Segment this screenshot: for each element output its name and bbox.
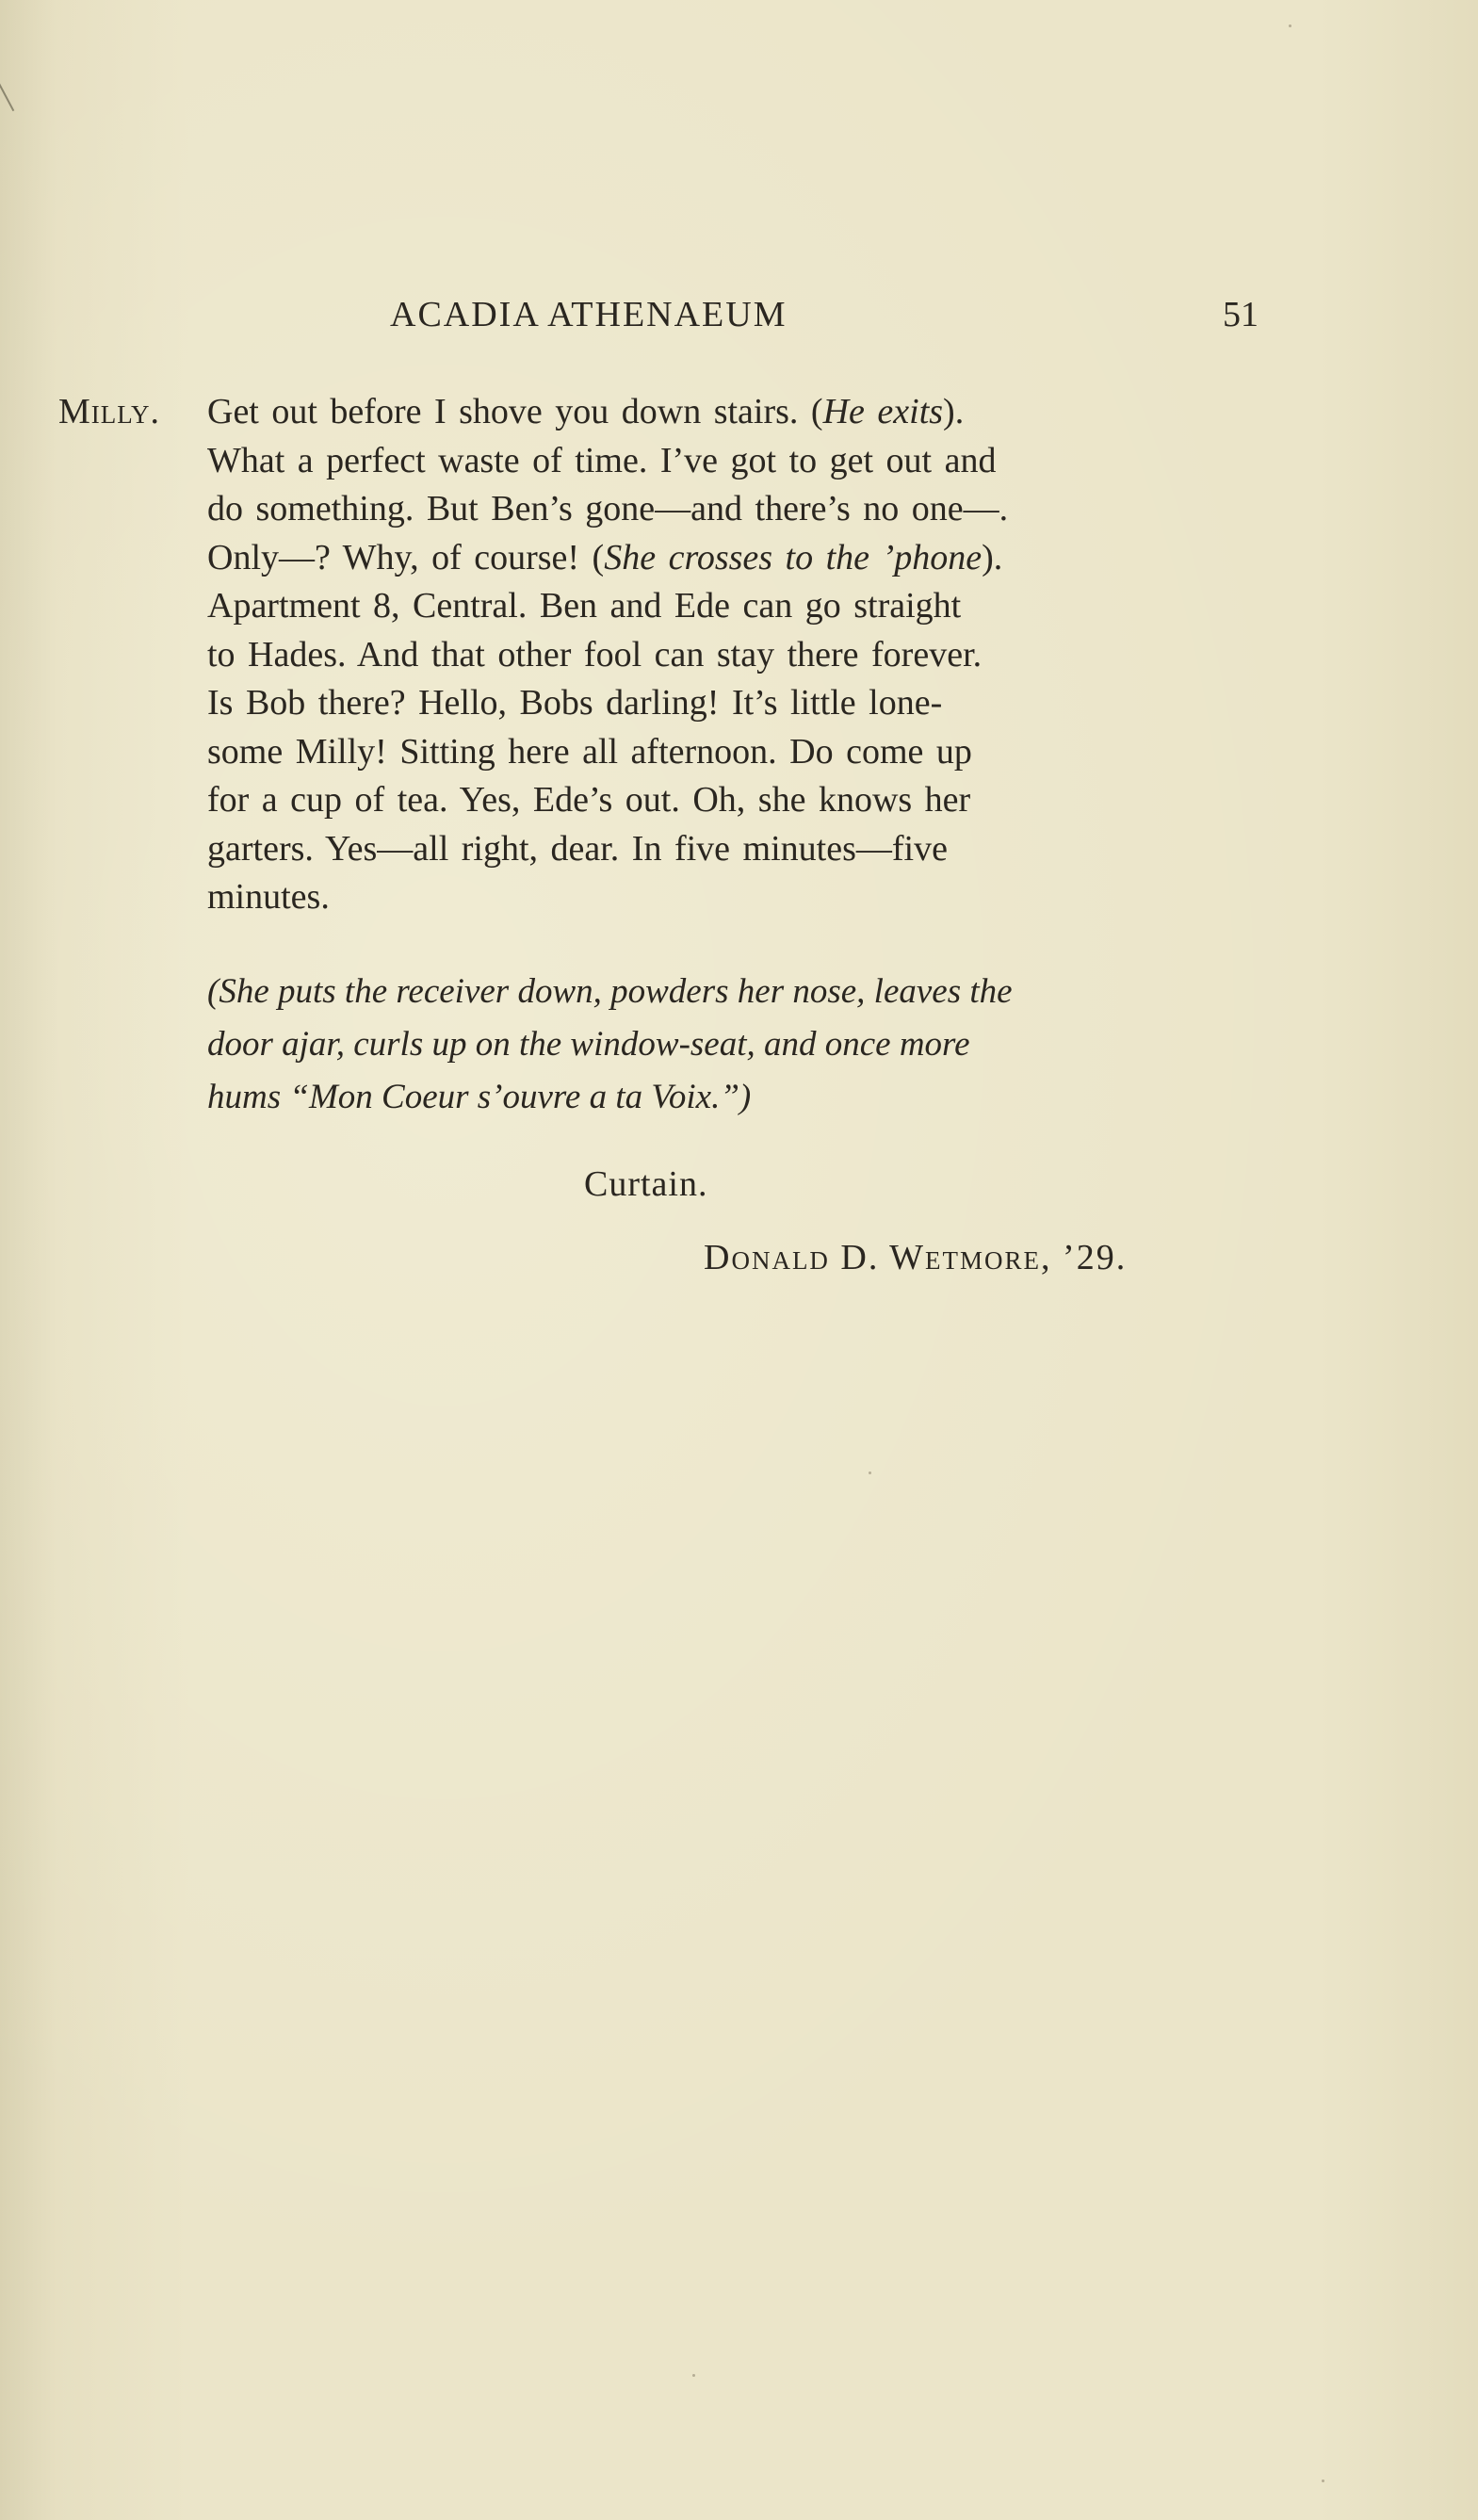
dialogue-line: What a perfect waste of time. I’ve got to get out and (207, 440, 997, 480)
dialogue-block (58, 388, 1274, 922)
paper-speck (1322, 2479, 1324, 2482)
dialogue-lines (207, 388, 1274, 922)
stage-direction-line: door ajar, curls up on the window-seat, and once more (207, 1025, 970, 1064)
stage-direction-line: hums “Mon Coeur s’ouvre a ta Voix.”) (207, 1078, 752, 1116)
dialogue-line: to Hades. And that other fool can stay there forever. (207, 634, 983, 675)
dialogue-line: do something. But Ben’s gone—and there’s no one—. (207, 489, 1009, 528)
running-title: ACADIA ATHENAEUM (390, 295, 788, 334)
scan-edge-mark (0, 77, 14, 111)
page-number: 51 (1223, 295, 1259, 334)
paper-speck (869, 1471, 871, 1474)
speaker-name: Milly. (58, 392, 161, 431)
paper-speck (692, 2374, 695, 2377)
dialogue-line: Only—? Why, of course! (She crosses to the ’phone). (207, 537, 1003, 577)
stage-direction (207, 966, 1013, 1124)
paper-speck (1289, 24, 1291, 27)
dialogue-line: Get out before I shove you down stairs. (He exits). (207, 392, 965, 431)
author-signature: Donald D. Wetmore, ’29. (704, 1238, 1128, 1277)
dialogue-line: some Milly! Sitting here all afternoon. Do come up (207, 731, 972, 772)
dialogue-line: garters. Yes—all right, dear. In five minutes—five (207, 828, 948, 869)
dialogue-line: minutes. (207, 877, 330, 917)
dialogue-line: Apartment 8, Central. Ben and Ede can go straight (207, 586, 962, 626)
dialogue-line: for a cup of tea. Yes, Ede’s out. Oh, she knows her (207, 780, 971, 820)
dialogue-line: Is Bob there? Hello, Bobs darling! It’s little lone- (207, 683, 943, 723)
curtain-text: Curtain. (584, 1164, 708, 1204)
stage-direction-line: (She puts the receiver down, powders her nose, leaves the (207, 972, 1013, 1011)
